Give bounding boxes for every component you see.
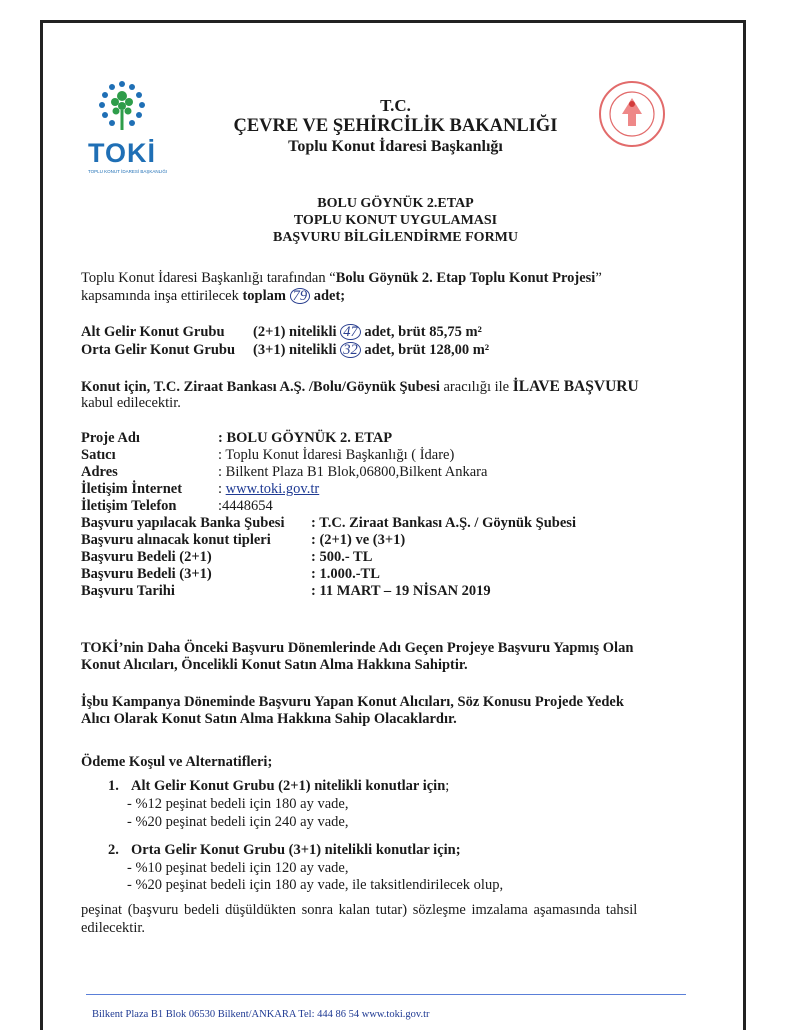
title-line2: TOPLU KONUT UYGULAMASI [293,213,498,228]
payment-item-2-line: - %20 peşinat bedeli için 180 ay vade, ile taksitlendirilecek olup, [127,877,504,893]
header-ministry: ÇEVRE VE ŞEHİRCİLİK BAKANLIĞI [233,116,558,136]
intro-line2: kapsamında inşa ettirilecek toplam 79 adet; [81,288,346,304]
detail-label: İletişim Telefon [81,498,177,514]
detail-label: Proje Adı [81,430,140,446]
payment-closing-2: edilecektir. [81,920,146,936]
project-name: Bolu Göynük 2. Etap Toplu Konut Projesi [335,270,596,286]
header-toki: Toplu Konut İdaresi Başkanlığı [288,138,503,155]
payment-item-1-title: Alt Gelir Konut Grubu (2+1) nitelikli konutlar için; [131,778,450,794]
footer-divider [86,994,686,995]
note2-line2: Alıcı Olarak Konut Satın Alma Hakkına Sahip Olacaklardır. [81,711,457,727]
group-row-2: Orta Gelir Konut Grubu (3+1) nitelikli 32 adet, brüt 128,00 m² [81,342,490,358]
detail-label: Adres [81,464,118,480]
footer-text: Bilkent Plaza B1 Blok 06530 Bilkent/ANKARA Tel: 444 86 54 www.toki.gov.tr [92,1009,430,1020]
payment-item-2-title: Orta Gelir Konut Grubu (3+1) nitelikli konutlar için; [131,842,461,858]
note2-line1: İşbu Kampanya Döneminde Başvuru Yapan Konut Alıcıları, Söz Konusu Projede Yedek [81,694,624,710]
detail-label: Başvuru Tarihi [81,583,175,599]
payment-item-2-line: - %10 peşinat bedeli için 120 ay vade, [127,860,349,876]
detail-label: Başvuru Bedeli (3+1) [81,566,212,582]
website-link[interactable]: www.toki.gov.tr [225,481,320,497]
group-count: 32 [340,342,361,358]
detail-value: : Toplu Konut İdaresi Başkanlığı ( İdare) [218,447,455,463]
detail-value: : 1.000.-TL [311,566,380,582]
detail-label: İletişim İnternet [81,481,183,497]
header-tc: T.C. [380,96,411,115]
group-count: 47 [340,324,361,340]
payment-item-1-line: - %20 peşinat bedeli için 240 ay vade, [127,814,349,830]
title-line3: BAŞVURU BİLGİLENDİRME FORMU [272,230,519,245]
payment-item-2-num: 2. [108,842,119,858]
payment-closing-1: peşinat (başvuru bedeli düşüldükten sonra kalan tutar) sözleşme imzalama aşamasında tahsil [81,902,638,918]
detail-label: Başvuru alınacak konut tipleri [81,532,271,548]
intro-line1: Toplu Konut İdaresi Başkanlığı tarafından “Bolu Göynük 2. Etap Toplu Konut Projesi” [81,270,602,286]
detail-value: : T.C. Ziraat Bankası A.Ş. / Göynük Şubesi [311,515,576,531]
payment-heading: Ödeme Koşul ve Alternatifleri; [81,754,273,770]
detail-label: Başvuru Bedeli (2+1) [81,549,212,565]
detail-value: : Bilkent Plaza B1 Blok,06800,Bilkent Ankara [218,464,488,480]
detail-value: :4448654 [218,498,273,514]
group-row-1: Alt Gelir Konut Grubu (2+1) nitelikli 47 adet, brüt 85,75 m² [81,324,482,340]
detail-value: : 11 MART – 19 NİSAN 2019 [311,583,491,599]
note1-line1: TOKİ’nin Daha Önceki Başvuru Dönemlerinde Adı Geçen Projeye Başvuru Yapmış Olan [81,640,634,656]
detail-value: : (2+1) ve (3+1) [311,532,406,548]
note1-line2: Konut Alıcıları, Öncelikli Konut Satın Alma Hakkına Sahiptir. [81,657,468,673]
detail-value: : 500.- TL [311,549,373,565]
detail-label: Satıcı [81,447,116,463]
detail-value: : www.toki.gov.tr [218,481,320,497]
payment-item-1-line: - %12 peşinat bedeli için 180 ay vade, [127,796,349,812]
title-line1: BOLU GÖYNÜK 2.ETAP [317,196,474,211]
detail-label: Başvuru yapılacak Banka Şubesi [81,515,285,531]
bank-line2: kabul edilecektir. [81,395,181,411]
payment-item-1-num: 1. [108,778,119,794]
total-count: 79 [290,288,311,304]
toki-logo-text: TOKİ [88,138,157,168]
toki-logo-subtext: TOPLU KONUT İDARESİ BAŞKANLIĞI [88,169,168,174]
detail-value: : BOLU GÖYNÜK 2. ETAP [218,430,393,446]
bank-line1: Konut için, T.C. Ziraat Bankası A.Ş. /Bolu/Göynük Şubesi aracılığı ile İLAVE BAŞVURU [81,378,639,395]
